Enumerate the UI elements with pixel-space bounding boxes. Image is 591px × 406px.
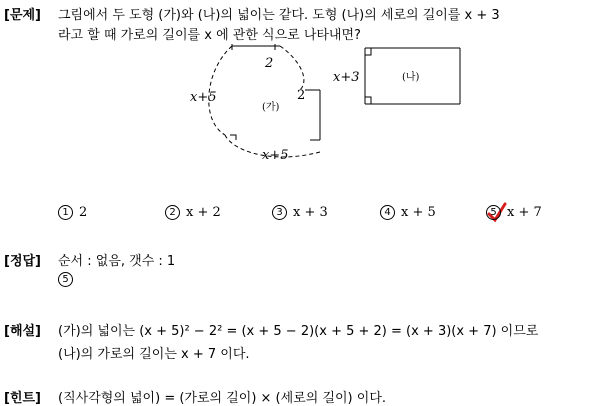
choice-number: 5 <box>486 205 501 220</box>
ga-inner-label: 2 <box>297 88 306 103</box>
choice-number: 4 <box>380 205 395 220</box>
choice-text: x + 2 <box>186 205 221 220</box>
choice-2[interactable] <box>165 205 221 220</box>
ga-name: (가) <box>262 102 280 113</box>
choice-number: 1 <box>58 205 73 220</box>
answer-circle: 5 <box>58 272 73 287</box>
choice-text: 2 <box>79 205 88 220</box>
hint-label: [힌트] <box>4 391 41 406</box>
choice-number: 3 <box>272 205 287 220</box>
answer-number <box>58 272 79 287</box>
explanation-line-1: (가)의 넓이는 (x + 5)² − 2² = (x + 5 − 2)(x + 5 + 2) = (x + 3)(x + 7) 이므로 <box>58 324 539 339</box>
choice-1[interactable] <box>58 205 87 220</box>
hint-line-1: (직사각형의 넓이) = (가로의 길이) × (세로의 길이) 이다. <box>58 391 387 406</box>
choice-text: x + 3 <box>293 205 328 220</box>
na-side-label: x+3 <box>333 70 360 85</box>
problem-line-1: 그림에서 두 도형 (가)와 (나)의 넓이는 같다. 도형 (나)의 세로의 길이를 x + 3 <box>58 8 500 23</box>
answer-label: [정답] <box>4 254 41 269</box>
ga-bottom-label: x+5 <box>262 148 289 163</box>
explanation-label: [해설] <box>4 324 41 339</box>
explanation-line-2: (나)의 가로의 길이는 x + 7 이다. <box>58 347 250 362</box>
problem-label: [문제] <box>4 8 41 23</box>
choice-5[interactable] <box>486 205 542 220</box>
ga-left-label: x+5 <box>190 90 217 105</box>
choice-text: x + 7 <box>507 205 542 220</box>
choice-3[interactable] <box>272 205 328 220</box>
na-name: (나) <box>402 72 420 83</box>
answer-line-1: 순서 : 없음, 갯수 : 1 <box>58 254 176 269</box>
choice-number: 2 <box>165 205 180 220</box>
problem-line-2: 라고 할 때 가로의 길이를 x 에 관한 식으로 나타내면? <box>58 28 361 43</box>
choice-4[interactable] <box>380 205 436 220</box>
ga-top-label: 2 <box>265 56 274 71</box>
choice-text: x + 5 <box>401 205 436 220</box>
